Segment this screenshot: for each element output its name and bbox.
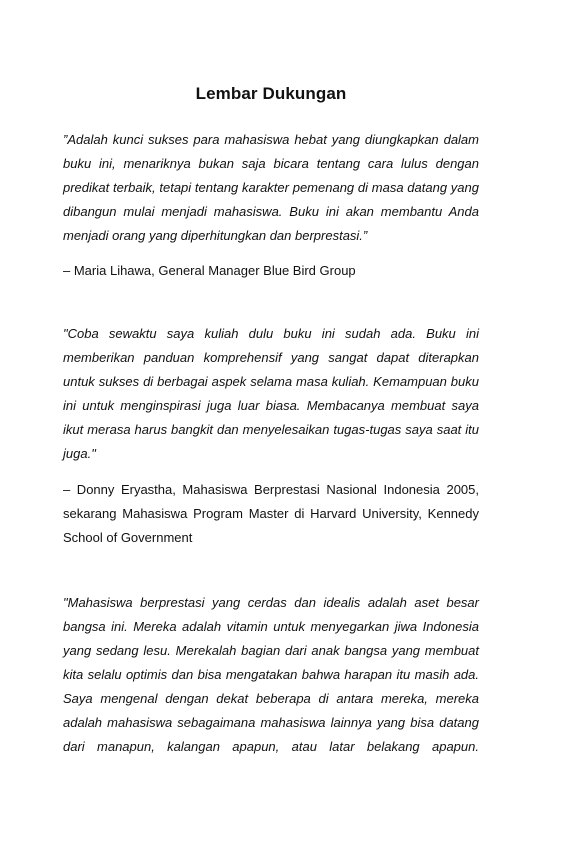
endorsement-attribution-1: – Maria Lihawa, General Manager Blue Bird Group (63, 263, 356, 278)
page-title: Lembar Dukungan (195, 84, 347, 103)
endorsement-quote-1: ”Adalah kunci sukses para mahasiswa hebat yang diungkapkan dalam buku ini, menariknya bukan saja bicara tentang cara lulus dengan predikat terbaik, tetapi tentang karakter pemenang di masa datang yang dibangun mulai menjadi mahasiswa. Buku ini akan membantu Anda menjadi orang yang diperhitungkan dan berprestasi.” (63, 132, 479, 243)
endorsement-quote-2: "Coba sewaktu saya kuliah dulu buku ini sudah ada. Buku ini memberikan panduan komprehensif yang sangat dapat diterapkan untuk sukses di berbagai aspek selama masa kuliah. Kemampuan buku ini untuk menginspirasi juga luar biasa. Membacanya membuat saya ikut merasa harus bangkit dan menyelesaikan tugas-tugas saya saat itu juga." (63, 326, 479, 461)
endorsement-attribution-2: – Donny Eryastha, Mahasiswa Berprestasi Nasional Indonesia 2005, sekarang Mahasiswa Program Master di Harvard University, Kennedy School of Government (63, 482, 479, 545)
document-page (63, 0, 479, 860)
endorsement-quote-3: "Mahasiswa berprestasi yang cerdas dan idealis adalah aset besar bangsa ini. Mereka adalah vitamin untuk menyegarkan jiwa Indonesia yang sedang lesu. Merekalah bagian dari anak bangsa yang membuat kita selalu optimis dan bisa mengatakan bahwa harapan itu masih ada. Saya mengenal dengan dekat beberapa di antara mereka, mereka adalah mahasiswa sebagaimana mahasiswa lainnya yang bisa datang dari manapun, kalangan apapun, atau latar belakang apapun. (63, 595, 479, 754)
